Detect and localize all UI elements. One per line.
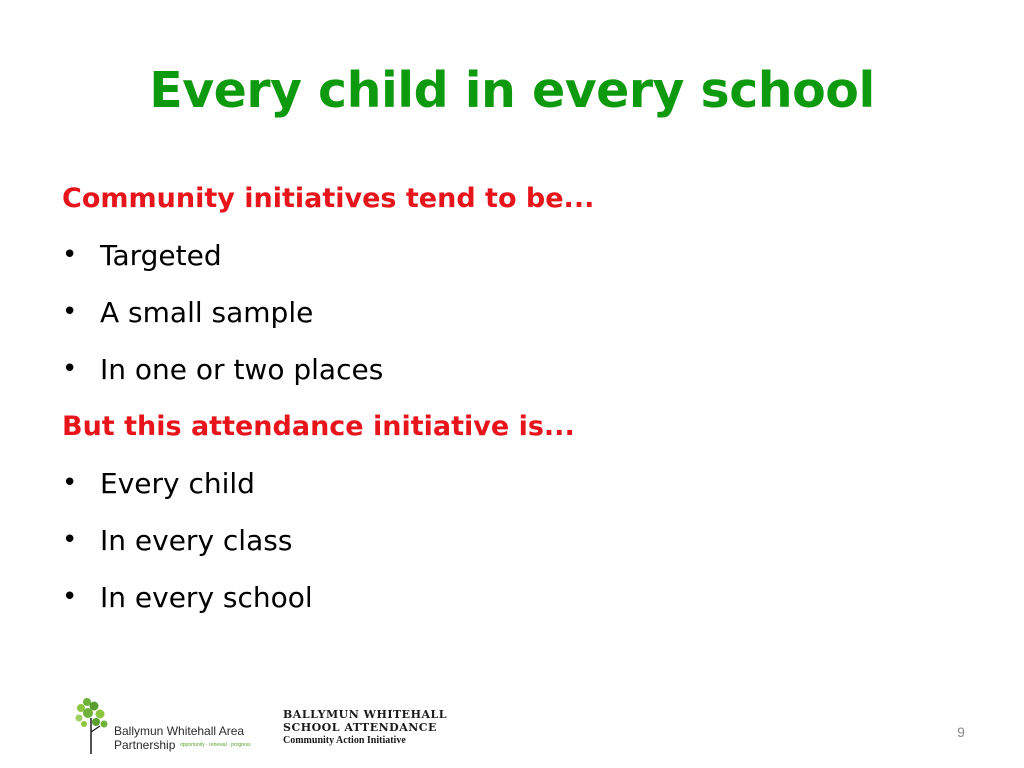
slide-footer [0, 690, 1024, 768]
slide-content [62, 170, 962, 626]
attendance-logo-line1: BALLYMUN WHITEHALL [283, 708, 447, 721]
page-number: 9 [957, 724, 965, 740]
attendance-logo [283, 708, 463, 754]
bullet-icon: • [62, 354, 78, 384]
bullet-icon: • [62, 240, 78, 270]
bullet-item [62, 455, 962, 512]
tree-icon [74, 696, 114, 754]
section-heading-community: Community initiatives tend to be... [62, 183, 595, 214]
bullet-text: In every class [100, 524, 293, 557]
partnership-name: Ballymun Whitehall Area [114, 724, 245, 738]
partnership-name-line2: Partnership [114, 738, 176, 752]
bullet-icon: • [62, 468, 78, 498]
bullet-text: Targeted [100, 239, 222, 272]
bullet-item [62, 512, 962, 569]
bullet-text: Every child [100, 467, 255, 500]
attendance-logo-line3: Community Action Initiative [283, 735, 406, 746]
partnership-tagline: opportunity · renewal · progress [180, 742, 251, 748]
slide-title: Every child in every school [149, 62, 875, 119]
bullet-item [62, 284, 962, 341]
bullet-text: In every school [100, 581, 313, 614]
bullet-icon: • [62, 582, 78, 612]
bullet-item [62, 227, 962, 284]
bullet-text: In one or two places [100, 353, 384, 386]
bullet-text: A small sample [100, 296, 314, 329]
partnership-logo [74, 696, 264, 752]
bullet-item [62, 569, 962, 626]
section-heading-attendance: But this attendance initiative is... [62, 411, 575, 442]
bullet-item [62, 341, 962, 398]
bullet-icon: • [62, 297, 78, 327]
bullet-icon: • [62, 525, 78, 555]
attendance-logo-line2: SCHOOL ATTENDANCE [283, 721, 437, 734]
